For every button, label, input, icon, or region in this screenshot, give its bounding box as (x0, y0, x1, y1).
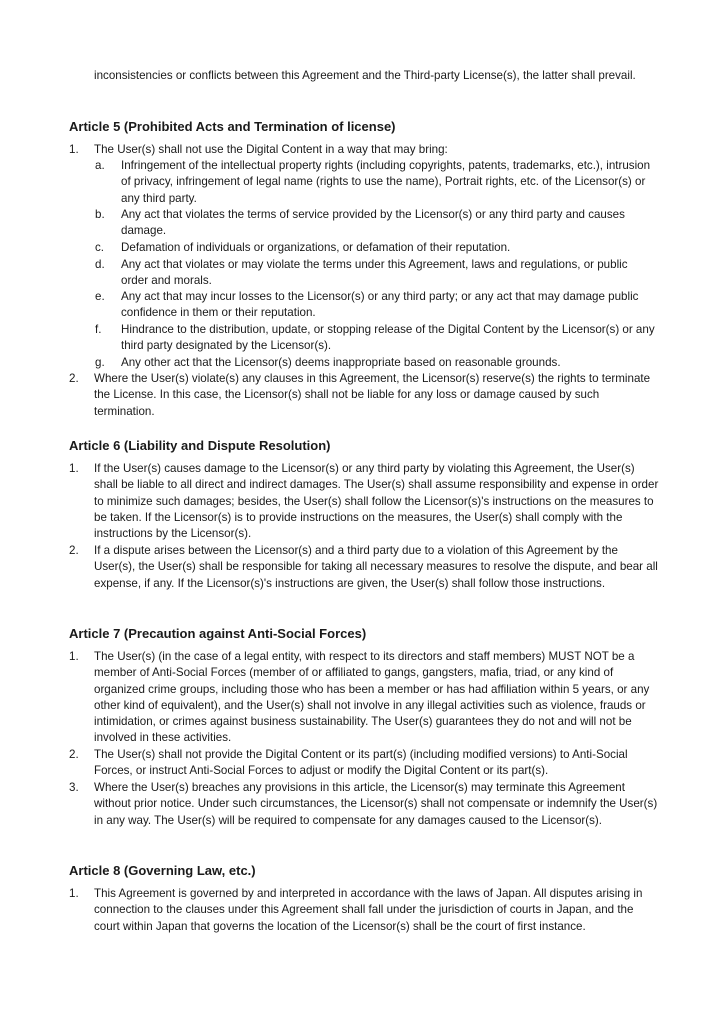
item-text: If a dispute arises between the Licensor(s) and a third party due to a violation of this Agreement by the User(s), the User(s) shall be responsible for taking all necessary measures to resolve the dispute, and bear all expense, if any. If the Licensor(s)'s instructions are given, the User(s) shall follow those instructions. (94, 544, 658, 590)
item-letter: a. (95, 159, 105, 172)
item-letter: f. (95, 323, 102, 336)
item-text: Infringement of the intellectual property rights (including copyrights, patents, trademarks, etc.), intrusion of privacy, infringement of legal name (rights to use the name), Portrait rights, etc. of the Licensor(s) or any third party. (121, 159, 651, 205)
continued-paragraph: inconsistencies or conflicts between this Agreement and the Third-party License(s), the latter shall prevail. (94, 69, 636, 82)
item-text: Where the User(s) violate(s) any clauses in this Agreement, the Licensor(s) reserve(s) the rights to terminate the License. In this case, the Licensor(s) shall not be liable for any loss or damage caused by such termination. (94, 372, 651, 418)
item-text: The User(s) shall not use the Digital Content in a way that may bring: (94, 143, 448, 156)
item-text: Where the User(s) breaches any provisions in this article, the Licensor(s) may terminate this Agreement without prior notice. Under such circumstances, the Licensor(s) shall not compensate or indemnify the User(s) in any way. The User(s) will be required to compensate for any damages caused to the Licensor(s). (94, 781, 658, 827)
article-8-heading: Article 8 (Governing Law, etc.) (69, 863, 256, 878)
item-number: 2. (69, 372, 79, 385)
item-number: 1. (69, 143, 79, 156)
item-letter: e. (95, 290, 105, 303)
item-text: Any other act that the Licensor(s) deems inappropriate based on reasonable grounds. (121, 356, 561, 369)
item-text: The User(s) (in the case of a legal entity, with respect to its directors and staff members) MUST NOT be a member of Anti-Social Forces (member of or affiliated to gangs, gangsters, mafia, triad, or any kind of organized crime groups, including those who has been a member or has had affiliation within 5 years, or any other kind of equivalent), and the User(s) shall not involve in any illegal activities such as violence, frauds or intimidation, or crimes against business sustainability. The User(s) guarantees they do not and will not be involved in these activities. (94, 650, 650, 745)
item-text: If the User(s) causes damage to the Licensor(s) or any third party by violating this Agreement, the User(s) shall be liable to all direct and indirect damages. The User(s) shall assume responsibility and expense in order to minimize such damages; besides, the User(s) shall follow the Licensor(s)'s instructions on the measures to be taken. If the Licensor(s) is to provide instructions on the measures, the User(s) shall comply with the instructions by the Licensor(s). (94, 462, 659, 541)
item-letter: g. (95, 356, 105, 369)
item-text: Any act that violates or may violate the terms under this Agreement, laws and regulations, or public order and morals. (121, 258, 628, 288)
item-number: 2. (69, 544, 79, 557)
item-text: Any act that may incur losses to the Licensor(s) or any third party; or any act that may damage public confidence in them or their reputation. (121, 290, 639, 320)
item-letter: b. (95, 208, 105, 221)
item-number: 3. (69, 781, 79, 794)
item-text: Any act that violates the terms of service provided by the Licensor(s) or any third party and causes damage. (121, 208, 625, 238)
item-text: Defamation of individuals or organizations, or defamation of their reputation. (121, 241, 511, 254)
article-6-heading: Article 6 (Liability and Dispute Resolution) (69, 438, 331, 453)
item-number: 1. (69, 650, 79, 663)
item-letter: d. (95, 258, 105, 271)
item-number: 1. (69, 887, 79, 900)
item-number: 1. (69, 462, 79, 475)
item-text: Hindrance to the distribution, update, or stopping release of the Digital Content by the Licensor(s) or any third party designated by the Licensor(s). (121, 323, 655, 353)
article-7-heading: Article 7 (Precaution against Anti-Social Forces) (69, 626, 367, 641)
item-text: The User(s) shall not provide the Digital Content or its part(s) (including modified versions) to Anti-Social Forces, or instruct Anti-Social Forces to adjust or modify the Digital Content or its part(s). (94, 748, 628, 778)
item-number: 2. (69, 748, 79, 761)
item-text: This Agreement is governed by and interpreted in accordance with the laws of Japan. All disputes arising in connection to the clauses under this Agreement shall fall under the jurisdiction of courts in Japan, and the court within Japan that governs the location of the Licensor(s) shall be the court of first instance. (94, 887, 643, 933)
item-letter: c. (95, 241, 105, 254)
article-5-heading: Article 5 (Prohibited Acts and Termination of license) (69, 119, 396, 134)
